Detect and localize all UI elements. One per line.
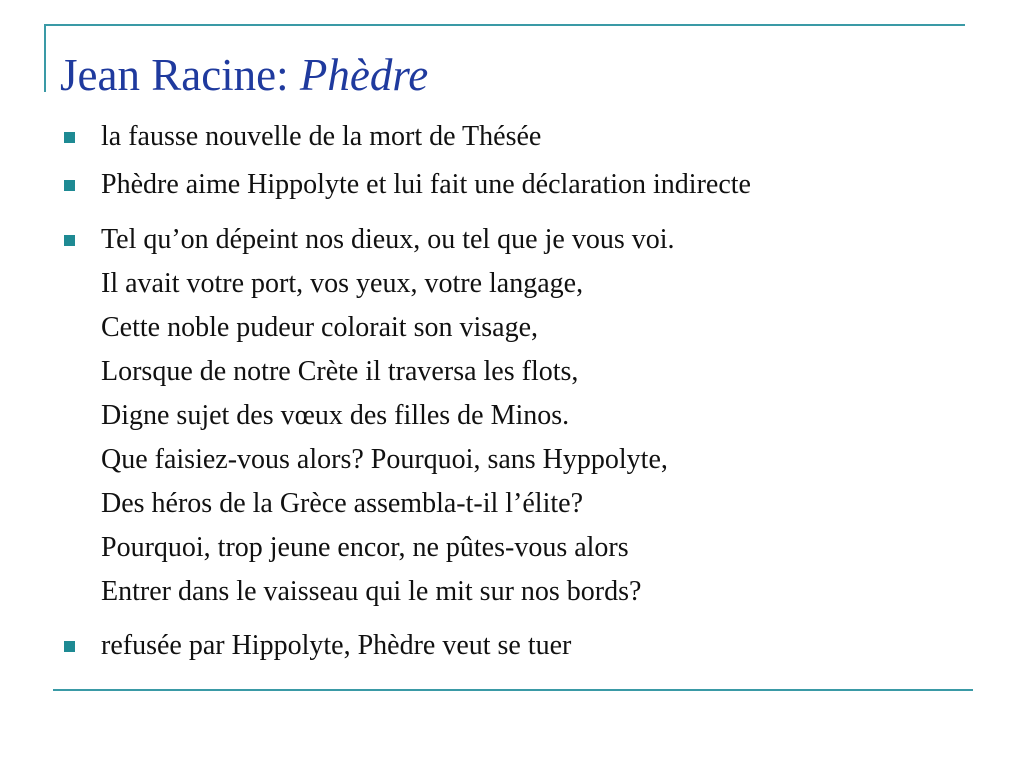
title-author: Jean Racine: [60, 50, 300, 100]
verse-line: Il avait votre port, vos yeux, votre langage, [101, 268, 584, 299]
verse-quote [101, 218, 675, 614]
square-bullet-icon [64, 132, 75, 143]
square-bullet-icon [64, 641, 75, 652]
verse-line: Des héros de la Grèce assembla-t-il l’élite? [101, 488, 584, 519]
verse-line: Lorsque de notre Crète il traversa les flots, [101, 356, 579, 387]
bullet-text: la fausse nouvelle de la mort de Thésée [101, 121, 542, 152]
frame-left-line [44, 24, 46, 92]
square-bullet-icon [64, 235, 75, 246]
verse-line: Digne sujet des vœux des filles de Minos. [101, 400, 570, 431]
verse-line: Que faisiez-vous alors? Pourquoi, sans Hyppolyte, [101, 444, 668, 475]
frame-bottom-line [53, 689, 973, 691]
bullet-text: Phèdre aime Hippolyte et lui fait une déclaration indirecte [101, 169, 751, 200]
slide-title [60, 40, 428, 110]
frame-top-line [44, 24, 965, 26]
verse-line: Tel qu’on dépeint nos dieux, ou tel que je vous voi. [101, 224, 675, 255]
title-work: Phèdre [299, 50, 429, 100]
bullet-text: refusée par Hippolyte, Phèdre veut se tuer [101, 630, 572, 661]
verse-line: Pourquoi, trop jeune encor, ne pûtes-vous alors [101, 532, 629, 563]
square-bullet-icon [64, 180, 75, 191]
verse-line: Entrer dans le vaisseau qui le mit sur nos bords? [101, 576, 642, 607]
verse-line: Cette noble pudeur colorait son visage, [101, 312, 538, 343]
